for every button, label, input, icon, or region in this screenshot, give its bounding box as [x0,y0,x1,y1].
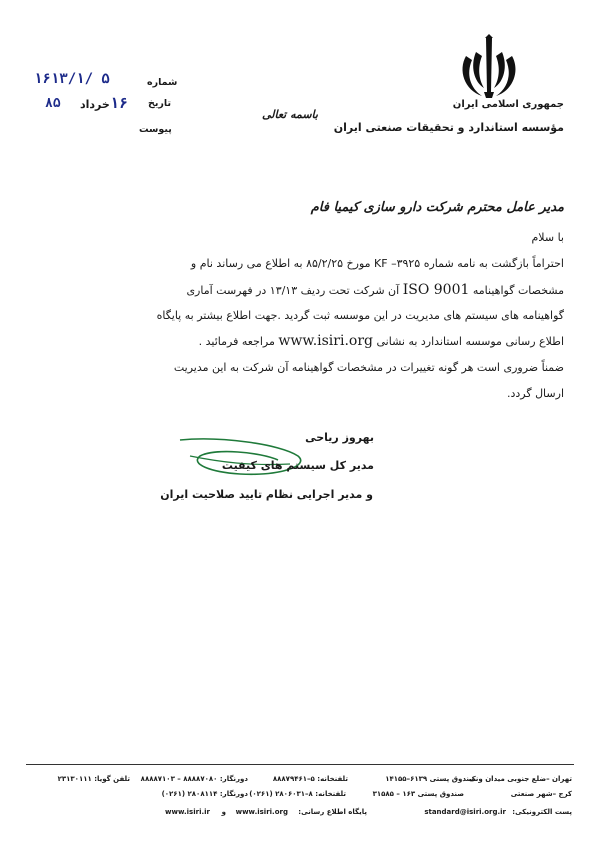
signatory-title-2: و مدیر اجرایی نظام تایید صلاحیت ایران [160,488,373,501]
footer-portal-label: پایگاه اطلاع رسانی: [298,808,367,816]
body-line-2 [36,283,564,298]
body-line-5: ضمناً ضروری است هر گونه تغییرات در مشخصات گواهینامه آن شرکت به این مدیریت [173,361,564,374]
footer-web-link[interactable]: www.isiri.ir [165,808,210,816]
footer-email-label: پست الکترونیکی: [512,808,572,816]
body-line-4-end: مراجعه فرمائید . [198,335,275,348]
attachment-label: پیوست [139,124,172,135]
date-year: ۸۵ [45,96,61,111]
iso-standard: ISO 9001 [402,282,470,298]
body-line-1: احتراماً بازگشت به نامه شماره KF –۳۹۲۵ مورخ ۸۵/۲/۲۵ به اطلاع می رساند نام و [190,257,564,270]
basmala: باسمه تعالی [262,108,318,121]
letter-number: ۱۶۱۳/۱/ ۵ [34,71,110,87]
footer-phone-line: تلفن گویا: ۲۳۱۳۰۱۱۱ [57,775,130,783]
number-label: شماره [147,77,178,88]
date-label: تاریخ [148,98,172,109]
footer-tehran-tel: تلفنخانه: ۵–۸۸۸۷۹۴۶۱ [272,775,348,783]
salutation: با سلام [531,231,564,244]
footer-email[interactable]: standard@isiri.org.ir [424,808,506,816]
footer-divider [26,764,574,765]
footer-karaj-pobox: صندوق پستی ۱۶۳ – ۳۱۵۸۵ [372,790,464,798]
website-link[interactable]: www.isiri.org [278,333,373,349]
footer-portal-separator: و [221,808,226,816]
footer-portal-link[interactable]: www.isiri.org [235,808,288,816]
footer-tehran-address: تهران –ضلع جنوبی میدان ونک [468,775,572,783]
date-day: ۱۶ [110,94,129,112]
footer-karaj-tel: تلفنخانه: ۸–۲۸۰۶۰۳۱ (۰۲۶۱) [249,790,346,798]
footer-tehran-pobox: صندوق پستی ۶۱۳۹–۱۴۱۵۵ [385,775,476,783]
body-line-4-start: اطلاع رسانی موسسه استاندارد به نشانی [376,335,564,348]
body-line-4 [36,334,564,349]
iran-emblem-icon [456,34,522,100]
body-line-6: ارسال گردد. [506,387,564,400]
organization-title: مؤسسه استاندارد و تحقیقات صنعتی ایران [333,121,564,134]
footer-karaj-address: کرج –شهر صنعتی [510,790,572,798]
date-month: خرداد [80,98,110,111]
body-line-3: گواهینامه های سیستم های مدیریت در این موسسه ثبت گردید .جهت اطلاع بیشتر به پایگاه [156,309,564,322]
government-title: جمهوری اسلامی ایران [452,99,564,110]
body-line-2-end: آن شرکت تحت ردیف ۱۳/۱۳ در فهرست آماری [186,284,400,297]
signatory-title-1: مدیر کل سیستم های کیفیت [221,459,374,472]
signatory-name: بهروز ریاحی [305,431,374,444]
body-line-2-start: مشخصات گواهینامه [472,284,564,297]
footer-tehran-fax: دورنگار: ۸۸۸۸۷۰۸۰ – ۸۸۸۸۷۱۰۳ [140,775,248,783]
footer-karaj-fax: دورنگار: ۲۸۰۸۱۱۴ (۰۲۶۱) [161,790,248,798]
recipient-line: مدیر عامل محترم شرکت دارو سازی کیمیا فام [310,200,564,215]
